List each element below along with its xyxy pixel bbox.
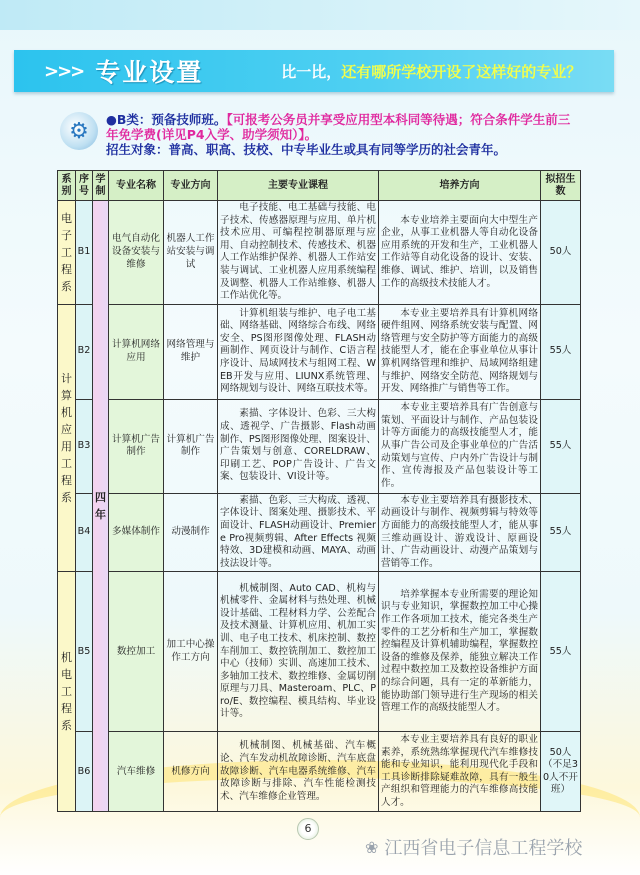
major-name: 计算机网络应用 (109, 304, 164, 399)
table-row (58, 399, 581, 493)
category-benefit: 【可报考公务员并享受应用型本科同等待遇；符合条件学生前三年免学费(详见P4入学、助学须知）】。 (106, 112, 571, 142)
quota: 50人（不足30人不开班） (541, 732, 581, 812)
department-cell (58, 304, 76, 572)
major-name: 计算机广告制作 (109, 399, 164, 493)
subtitle-prefix: 比一比， (281, 62, 342, 81)
major-courses: 素描、色彩、三大构成、透视、字体设计、图案处理、摄影技术、平面设计、FLASH动画设计、Premiere Pro视频剪辑、After Effects 视频特效、3D建模和动画、MAYA、动画技法设计等。 (218, 493, 379, 572)
major-direction: 机修方向 (164, 732, 218, 812)
major-direction: 动漫制作 (164, 493, 218, 572)
quota: 55人 (541, 493, 581, 572)
duration-label: 四年 (95, 491, 106, 522)
training-goal: 本专业主要培养具有良好的职业素养，系统熟练掌握现代汽车维修技能和专业知识，能利用现代化手段和工具诊断排除疑难故障，具有一般生产组织和管理能力的汽车维修高技能人才。 (379, 732, 541, 812)
major-direction: 机器人工作站安装与调试 (164, 201, 218, 305)
major-courses: 电子技能、电工基础与技能、电子技术、传感器原理与应用、单片机技术应用、可编程控制器原理与应用、自动控制技术、传感技术、机器人工作站维护保养、机器人工作站安装与调试、工业机器人应用系统编程及调整、机器人工作站维修、机器人工作站优化等。 (218, 201, 379, 305)
training-goal: 培养掌握本专业所需要的理论知识与专业知识，掌握数控加工中心操作工作各项加工技术，能完各类生产零件的工艺分析和生产加工，掌握数控编程及计算机辅助编程，掌握数控设备的维修及保养，能独立解决工作过程中数控加工及数控设备维护方面的综合问题，具有一定的革新能力，能协助部门领导进行生产现场的相关管理工作的高级技能型人才。 (379, 572, 541, 732)
header-cell: 拟招生数 (541, 171, 581, 201)
row-id: B4 (76, 493, 93, 572)
major-direction: 加工中心操作工方向 (164, 572, 218, 732)
gears-icon: ⚙ (60, 112, 98, 150)
page-number: 6 (297, 818, 319, 840)
department-label: 电子工程系 (61, 211, 72, 293)
major-direction: 计算机广告制作 (164, 399, 218, 493)
top-band (0, 0, 640, 30)
wechat-icon: ❀ (365, 837, 379, 857)
header-cell: 专业方向 (164, 171, 218, 201)
training-goal: 本专业主要培养具有摄影技术、动画设计与制作、视频剪辑与特效等方面能力的高级技能型人才，能从事三维动画设计、游戏设计、原画设计、广告动画设计、动漫产品策划与营销等工作。 (379, 493, 541, 572)
quota: 50人 (541, 201, 581, 305)
quota: 55人 (541, 399, 581, 493)
section-subtitle (281, 61, 581, 82)
department-label: 计算机应用工程系 (61, 372, 72, 505)
row-id: B1 (76, 201, 93, 305)
watermark (365, 834, 582, 860)
category-label: ●B类：预备技师班。 (106, 112, 227, 127)
watermark-text: 江西省电子信息工程学校 (384, 838, 583, 859)
major-courses: 素描、字体设计、色彩、三大构成、透视学、广告摄影、Flash动画制作、PS图形图像处理、图案设计、广告策划与创意、CORELDRAW、印刷工艺、POP广告设计、广告文案、包装设计、VI设计等。 (218, 399, 379, 493)
table-row (58, 201, 581, 305)
quota: 55人 (541, 572, 581, 732)
training-goal: 本专业主要培养具有广告创意与策划、平面设计与制作、产品包装设计等方面能力的高级技能型人才，能从事广告公司及企事业单位的广告活动策划与宣传、户内外广告设计与制作、宣传海报及产品包装设计等工作。 (379, 399, 541, 493)
majors-table (57, 170, 581, 812)
table-row (58, 732, 581, 812)
table-row (58, 304, 581, 399)
department-label: 机电工程系 (61, 651, 72, 733)
row-id: B2 (76, 304, 93, 399)
major-name: 多媒体制作 (109, 493, 164, 572)
header-cell: 系别 (58, 171, 76, 201)
header-cell: 专业名称 (109, 171, 164, 201)
row-id: B5 (76, 572, 93, 732)
duration-cell (93, 201, 109, 812)
header-cell: 学制 (93, 171, 109, 201)
subtitle-highlight: 还有哪所学校开设了这样好的专业？ (341, 62, 582, 81)
section-title: 专业设置 (95, 58, 204, 87)
major-name: 电气自动化设备安装与维修 (109, 201, 164, 305)
department-cell (58, 201, 76, 305)
enrollment-target: 招生对象：普高、职高、技校、中专毕业生或具有同等学历的社会青年。 (106, 142, 507, 157)
chevrons-icon: >>> (44, 60, 84, 82)
department-cell (58, 572, 76, 812)
header-cell: 培养方向 (379, 171, 541, 201)
major-courses: 机械制图、Auto CAD、机构与机械零件、金属材料与热处理、机械设计基础、工程材料力学、公差配合及技术测量、计算机应用、机加工实训、电子电工技术、机床控制、数控车削加工、数控铣削加工、数控加工中心（技师）实训、高速加工技术、多轴加工技术、数控维修、金属切削原理与刀具、Masteroam、PLC、Pro/E、数控编程、模具结构、毕业设计等。 (218, 572, 379, 732)
quota: 55人 (541, 304, 581, 399)
major-courses: 计算机组装与维护、电子电工基础、网络基础、网络综合布线、网络安全、PS图形图像处理、FLASH动画制作、网页设计与制作、C语言程序设计、局域网技术与组网工程、WEB开发与应用、LIUNX系统管理、网络规划与设计、网络互联技术等。 (218, 304, 379, 399)
section-header (14, 50, 614, 92)
row-id: B3 (76, 399, 93, 493)
row-id: B6 (76, 732, 93, 812)
table-row (58, 493, 581, 572)
training-goal: 本专业主要培养具有计算机网络硬件组网、网络系统安装与配置、网络管理与安全防护等方面能力的高级技能型人才，能在企事业单位从事计算机网络管理和维护、局域网络组建与维护、网络安全防范、网络规划与开发、网络推广与销售等工作。 (379, 304, 541, 399)
header-cell: 序号 (76, 171, 93, 201)
table-header-row (58, 171, 581, 201)
major-courses: 机械制图、机械基础、汽车概论、汽车发动机故障诊断、汽车底盘故障诊断、汽车电器系统维修、汽车故障诊断与排除、汽车性能检测技术、汽车维修企业管理。 (218, 732, 379, 812)
major-direction: 网络管理与维护 (164, 304, 218, 399)
major-name: 数控加工 (109, 572, 164, 732)
training-goal: 本专业培养主要面向大中型生产企业，从事工业机器人等自动化设备应用系统的开发和生产，工业机器人工作站等自动化设备的设计、安装、维修、调试、维护、培训，以及销售工作的高级技术技能人才。 (379, 201, 541, 305)
table-row (58, 572, 581, 732)
major-name: 汽车维修 (109, 732, 164, 812)
header-cell: 主要专业课程 (218, 171, 379, 201)
